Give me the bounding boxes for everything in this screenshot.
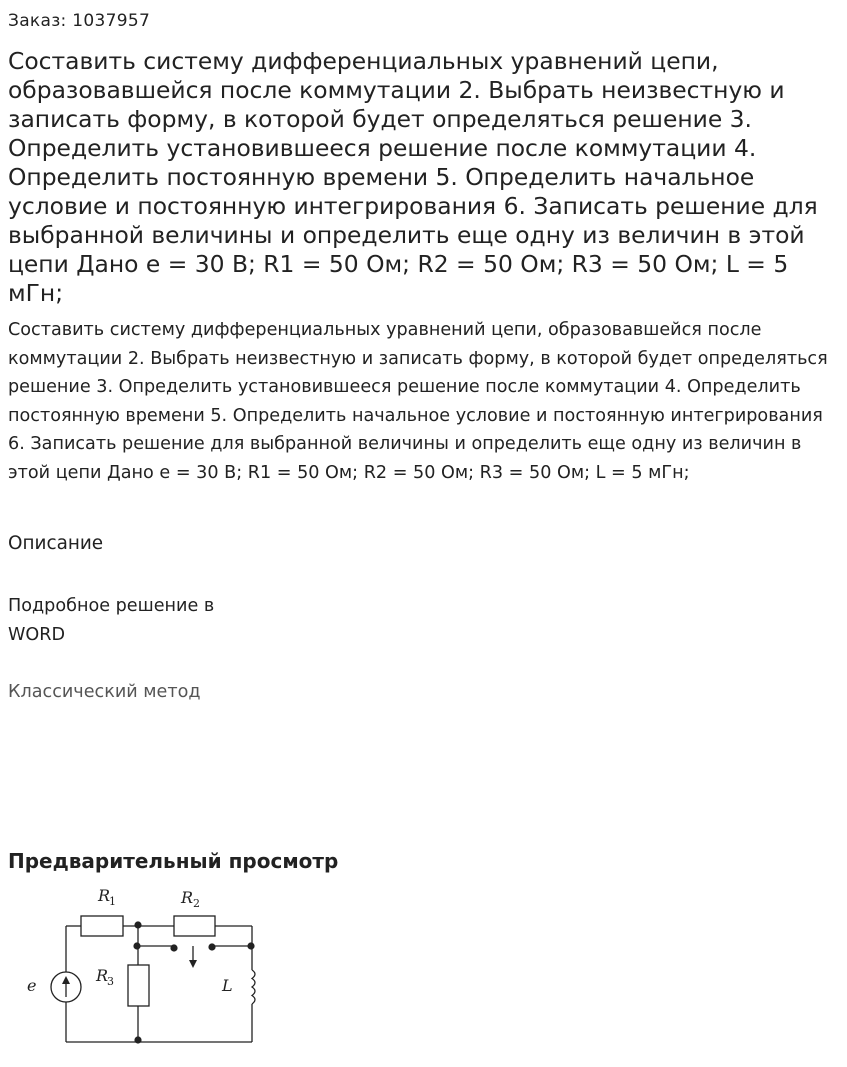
description-line-1: Подробное решение в <box>8 596 215 616</box>
label-e: e <box>27 976 37 995</box>
resistor-r1 <box>81 916 123 936</box>
resistor-r3 <box>128 965 149 1006</box>
label-r1-sub: 1 <box>109 895 116 908</box>
circuit-nodes <box>133 921 254 1043</box>
label-r2: R <box>181 888 194 907</box>
label-r3: R <box>96 966 109 985</box>
method-label: Классический метод <box>8 682 201 702</box>
page-title: Составить систему дифференциальных уравнений цепи, образовавшейся после коммутации 2. Выбрать неизвестную и записать форму, в которой будет определяться решение 3. Определить установившееся решение после коммутации 4. Определить постоянную времени 5. Определить начальное условие и постоянную интегрирования 6. Записать решение для выбранной величины и определить еще одну из величин в этой цепи Дано e = 30 В; R1 = 50 Ом; R2 = 50 Ом; R3 = 50 Ом; L = 5 мГн; <box>8 47 818 307</box>
circuit-diagram <box>18 880 268 1050</box>
voltage-source-icon <box>51 972 81 1002</box>
label-l: L <box>222 976 233 995</box>
inductor-icon <box>252 970 255 1004</box>
resistor-r2 <box>174 916 215 936</box>
label-r1: R <box>98 886 111 905</box>
label-r2-sub: 2 <box>193 897 200 910</box>
task-description: Составить систему дифференциальных уравнений цепи, образовавшейся после коммутации 2. Выбрать неизвестную и записать форму, в которой будет определяться решение 3. Определить установившееся решение после коммутации 4. Определить постоянную времени 5. Определить начальное условие и постоянную интегрирования 6. Записать решение для выбранной величины и определить еще одну из величин в этой цепи Дано e = 30 В; R1 = 50 Ом; R2 = 50 Ом; R3 = 50 Ом; L = 5 мГн; <box>8 320 828 483</box>
switch-arrow-icon <box>189 960 197 968</box>
label-r3-sub: 3 <box>107 975 114 988</box>
description-heading: Описание <box>8 533 104 554</box>
preview-heading: Предварительный просмотр <box>8 849 339 873</box>
order-number: Заказ: 1037957 <box>8 11 151 31</box>
description-line-2: WORD <box>8 625 66 645</box>
